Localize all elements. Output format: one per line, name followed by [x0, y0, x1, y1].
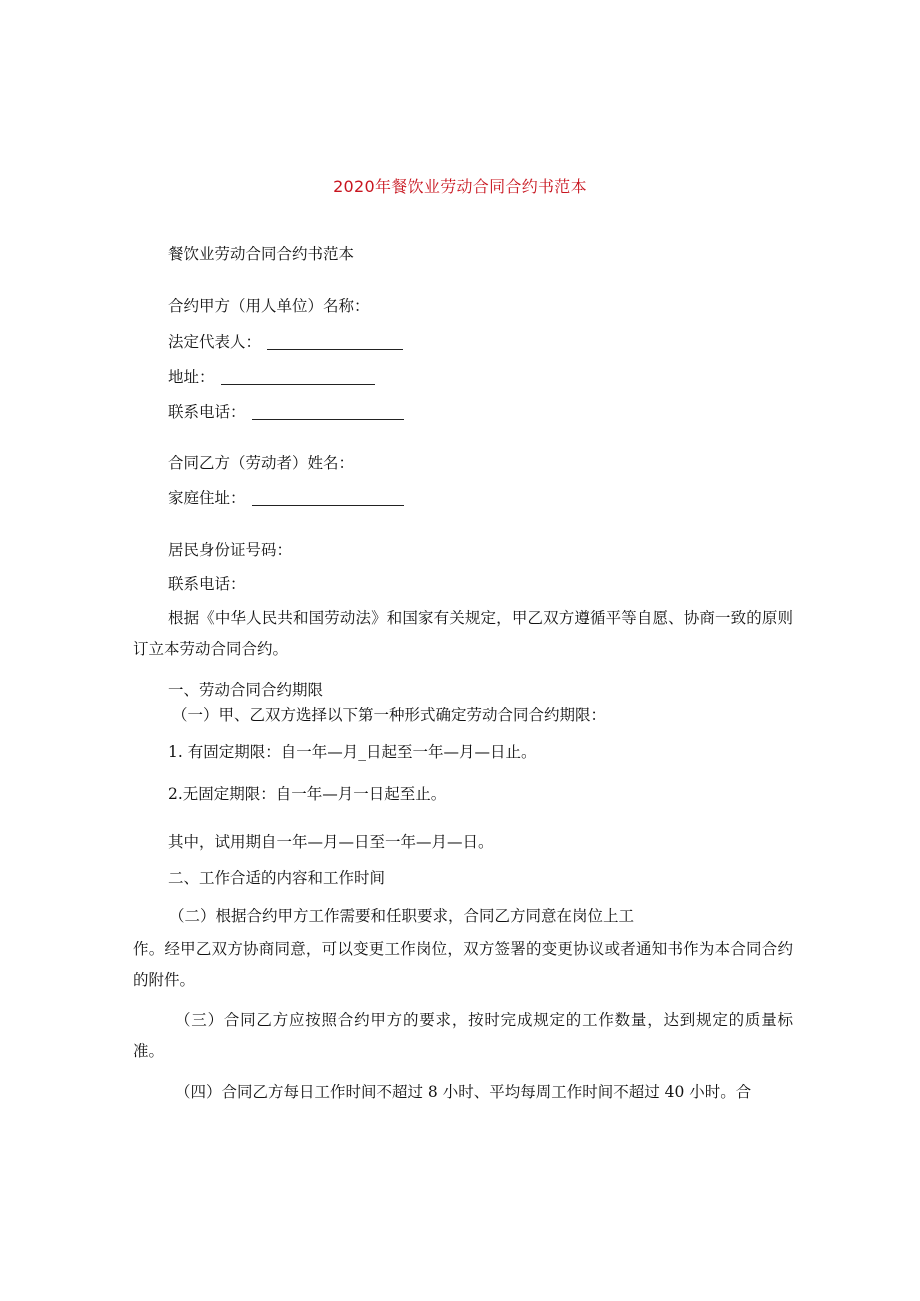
party-b-id-label: 居民身份证号码：	[168, 541, 293, 559]
party-a-address-label: 地址：	[168, 368, 215, 386]
section2-clause2-first-line: （二）根据合约甲方工作需要和任职要求，合同乙方同意在岗位上工	[169, 907, 635, 925]
party-a-name-label: 合约甲方（用人单位）名称：	[168, 297, 370, 315]
party-b-address-label: 家庭住址：	[168, 489, 246, 507]
party-b-address-blank[interactable]	[252, 490, 404, 506]
party-a-rep-line	[168, 332, 403, 352]
section2-heading: 二、工作合适的内容和工作时间	[168, 869, 386, 887]
section1-item1: 1. 有固定期限：自一年—月_日起至一年—月—日止。	[168, 743, 537, 761]
party-a-phone-blank[interactable]	[252, 404, 404, 420]
party-b-name-label: 合同乙方（劳动者）姓名：	[168, 454, 355, 472]
document-subtitle: 餐饮业劳动合同合约书范本	[168, 245, 355, 263]
party-a-rep-blank[interactable]	[267, 334, 403, 350]
section1-probation: 其中，试用期自一年—月—日至一年—月—日。	[168, 833, 494, 851]
section1-heading: 一、劳动合同合约期限	[168, 681, 324, 699]
section2-clause2-rest: 作。经甲乙双方协商同意，可以变更工作岗位，双方签署的变更协议或者通知书作为本合同合约的附件。	[133, 940, 793, 989]
section1-item2: 2.无固定期限：自一年—月一日起至止。	[168, 785, 447, 803]
party-b-phone-label: 联系电话：	[168, 575, 246, 593]
party-a-phone-line	[168, 402, 404, 422]
party-a-address-blank[interactable]	[221, 369, 375, 385]
document-title: 2020年餐饮业劳动合同合约书范本	[333, 177, 587, 196]
intro-paragraph: 根据《中华人民共和国劳动法》和国家有关规定，甲乙双方遵循平等自愿、协商一致的原则订立本劳动合同合约。	[133, 609, 793, 658]
party-a-rep-label: 法定代表人：	[168, 333, 262, 351]
section1-clause1: （一）甲、乙双方选择以下第一种形式确定劳动合同合约期限：	[172, 706, 607, 724]
section2-clause3: （三）合同乙方应按照合约甲方的要求，按时完成规定的工作数量，达到规定的质量标准。	[133, 1011, 793, 1060]
party-a-phone-label: 联系电话：	[168, 403, 246, 421]
party-a-address-line	[168, 367, 375, 387]
section2-clause4: （四）合同乙方每日工作时间不超过 8 小时、平均每周工作时间不超过 40 小时。合	[175, 1083, 752, 1101]
party-b-address-line	[168, 488, 404, 508]
